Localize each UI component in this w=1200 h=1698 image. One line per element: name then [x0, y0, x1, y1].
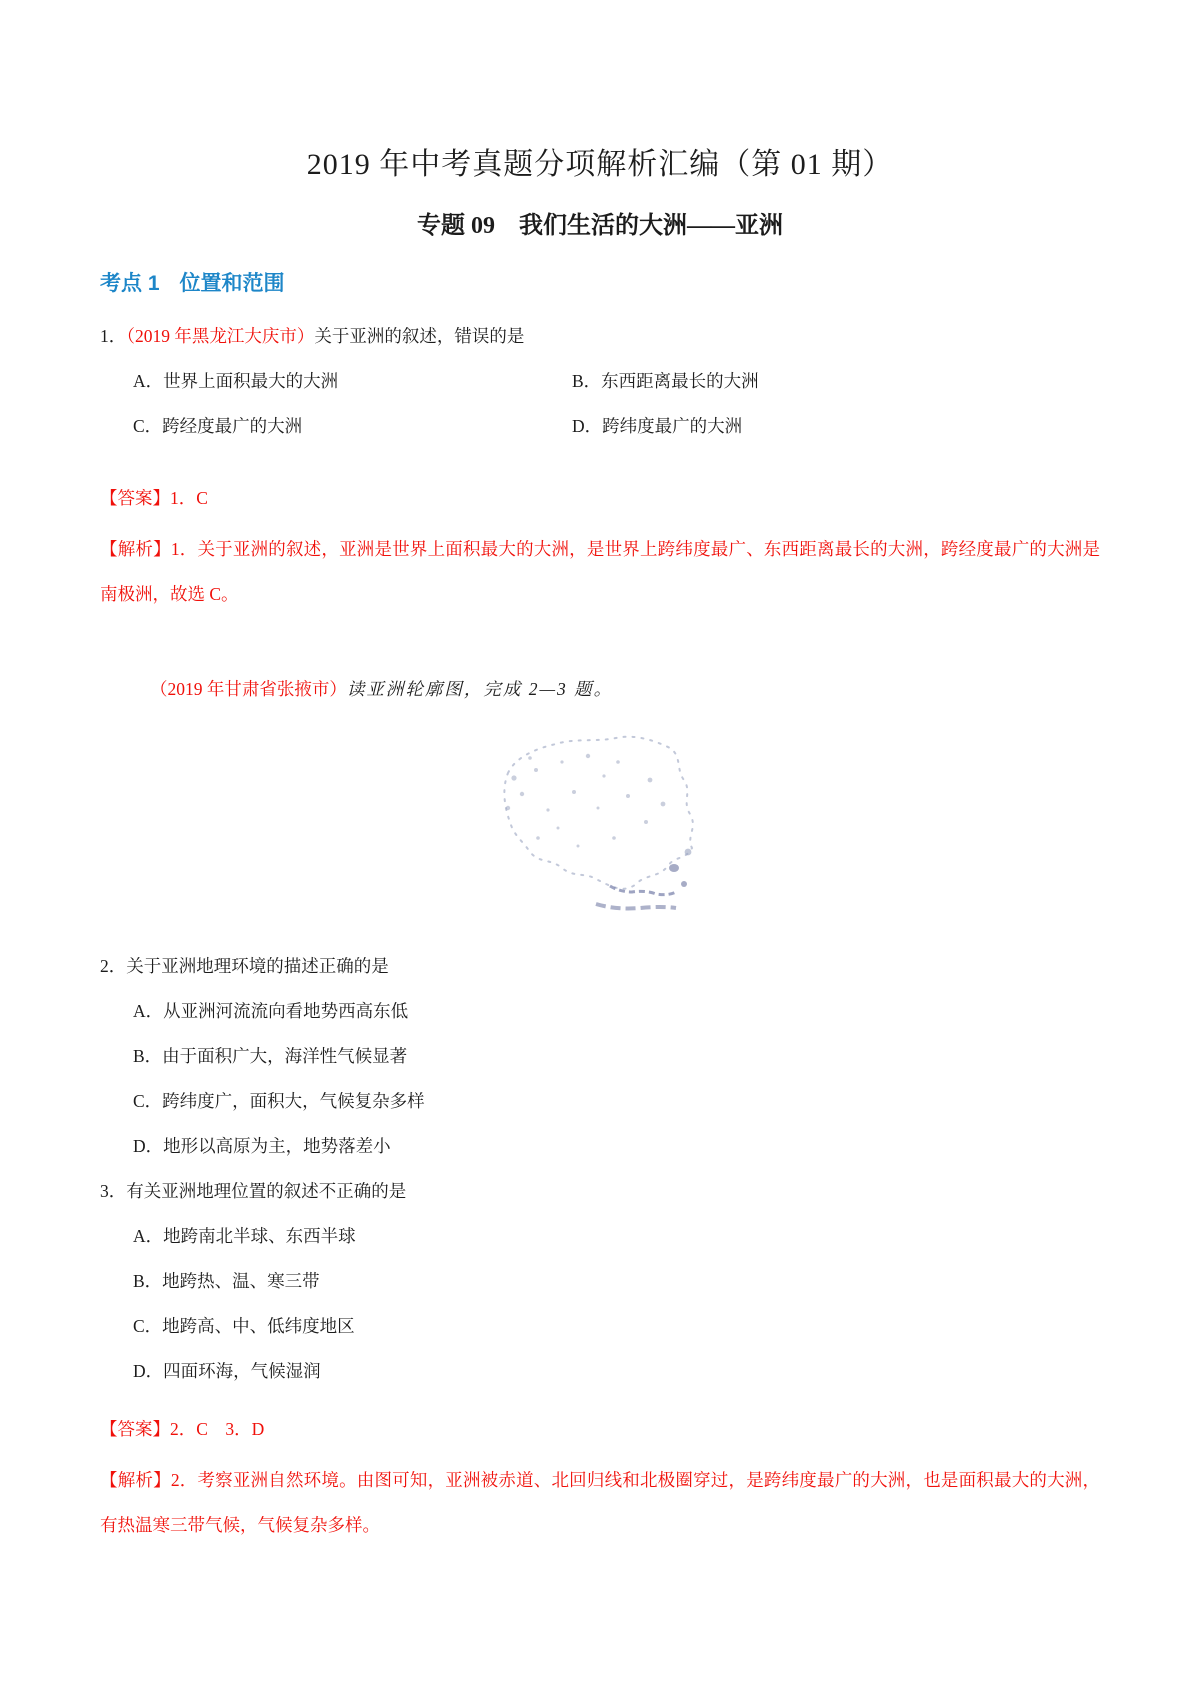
question-3-option-d: D．四面环海，气候湿润 — [133, 1361, 321, 1381]
section-title: 位置和范围 — [179, 272, 285, 295]
question-1-option-d: D．跨纬度最广的大洲 — [572, 416, 743, 436]
question-2-option-b: B．由于面积广大，海洋性气候显著 — [133, 1046, 408, 1066]
question-1-number: 1． — [100, 326, 127, 346]
analysis-1-tag: 【解析】 — [100, 539, 171, 559]
analysis-2-3 — [100, 1458, 1100, 1548]
analysis-1-text: 1．关于亚洲的叙述，亚洲是世界上面积最大的大洲，是世界上跨纬度最广、东西距离最长的大洲，跨经度最广的大洲是南极洲，故选 C。 — [100, 539, 1101, 604]
section-heading — [100, 270, 1100, 298]
question-1 — [100, 314, 1100, 359]
question-3-stem: 有关亚洲地理位置的叙述不正确的是 — [126, 1181, 407, 1201]
answer-1-text: 1．C — [170, 488, 208, 508]
analysis-1 — [100, 527, 1100, 617]
question-group-source: （2019 年甘肃省张掖市） — [150, 679, 347, 699]
question-2-option-c: C．跨纬度广，面积大，气候复杂多样 — [133, 1091, 425, 1111]
question-1-options — [100, 359, 1100, 449]
doc-subtitle: 专题 09 我们生活的大洲——亚洲 — [417, 213, 783, 239]
question-3-option-c: C．地跨高、中、低纬度地区 — [133, 1316, 355, 1336]
question-2-option-a: A．从亚洲河流流向看地势西高东低 — [133, 1001, 409, 1021]
answer-1-tag: 【答案】 — [100, 488, 170, 508]
doc-title: 2019 年中考真题分项解析汇编（第 01 期） — [306, 148, 894, 181]
question-3 — [100, 1169, 1100, 1214]
asia-outline-map-svg — [478, 718, 710, 914]
map-speckles — [506, 754, 666, 848]
question-1-source: （2019 年黑龙江大庆市） — [126, 326, 315, 346]
section-label: 考点 1 — [100, 272, 160, 295]
question-2-number: 2． — [100, 956, 127, 976]
analysis-2-3-tag: 【解析】 — [100, 1470, 171, 1490]
answer-2-3 — [100, 1407, 1100, 1452]
question-3-number: 3． — [100, 1181, 127, 1201]
answer-2-3-text: 2．C 3．D — [170, 1419, 265, 1439]
question-1-stem: 关于亚洲的叙述，错误的是 — [314, 326, 525, 346]
question-2-option-d: D．地形以高原为主，地势落差小 — [133, 1136, 391, 1156]
answer-2-3-tag: 【答案】 — [100, 1419, 170, 1439]
question-group-intro — [100, 667, 1100, 712]
analysis-2-3-text: 2．考察亚洲自然环境。由图可知，亚洲被赤道、北回归线和北极圈穿过，是跨纬度最广的大洲，也是面积最大的大洲，有热温寒三带气候，气候复杂多样。 — [100, 1470, 1101, 1535]
question-3-option-b: B．地跨热、温、寒三带 — [133, 1271, 320, 1291]
asia-outline-map-image — [478, 718, 710, 914]
question-1-option-b: B．东西距离最长的大洲 — [572, 371, 759, 391]
question-group-instruction: 读亚洲轮廓图，完成 2—3 题。 — [346, 679, 614, 699]
question-1-option-a: A．世界上面积最大的大洲 — [133, 371, 339, 391]
map-island-cluster — [596, 849, 691, 909]
question-3-options — [100, 1214, 1100, 1394]
question-2-stem: 关于亚洲地理环境的描述正确的是 — [126, 956, 389, 976]
answer-1 — [100, 476, 1100, 521]
question-3-option-a: A．地跨南北半球、东西半球 — [133, 1226, 356, 1246]
question-2 — [100, 944, 1100, 989]
map-coastline-dots — [504, 737, 692, 889]
question-1-option-c: C．跨经度最广的大洲 — [133, 416, 303, 436]
question-2-options — [100, 989, 1100, 1169]
